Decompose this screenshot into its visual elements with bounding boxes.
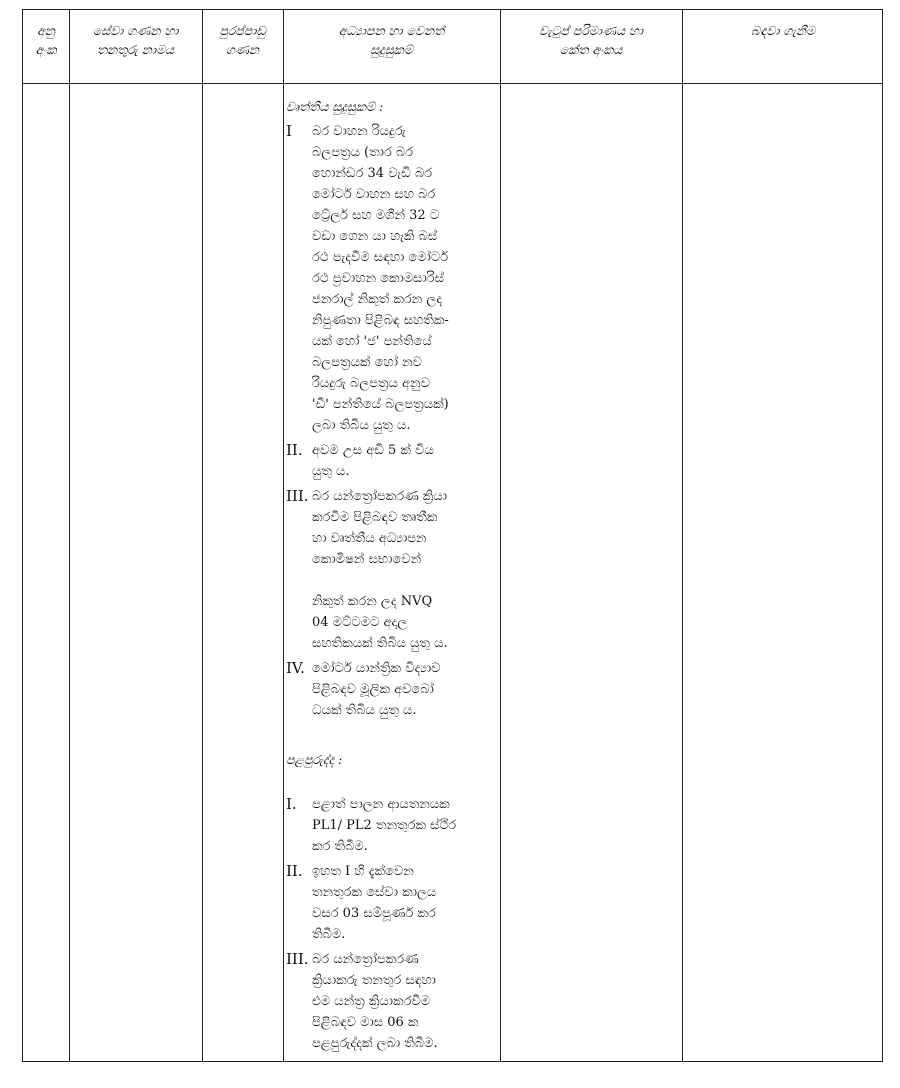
list-item [286, 121, 498, 436]
header-divider [23, 83, 882, 84]
header-text: බඳවා ගැනීම [751, 23, 815, 38]
item-number: I. [286, 795, 297, 813]
header-vacancies [202, 10, 283, 83]
list-item [286, 658, 498, 721]
item-text: බර වාහන රියදුරු බලපත්‍රය (තාර බර හොන්ඩර 34 වැඩි බර මෝටර් වාහන සහ බර ට්‍රේලර් සහ මගීන් 32 ට වඩා ගෙන යා හැකි බස් රථ පැදවීම සඳහා මෝටර් රථ ප්‍රවාහන කොමසාරිස් ජනරාල් නිකුත් කරන ලද නිපුණතා පිළිබඳ සහතික- යක් හෝ 'ජ' පන්තියේ බලපත්‍රයක් හෝ නව රියදුරු බලපත්‍රය අනුව 'ඩී' පන්තියේ බලපත්‍රයක්) ලබා තිබිය යුතු ය. [312, 124, 449, 433]
column-divider [682, 10, 683, 1061]
item-number: IV. [286, 659, 305, 677]
header-text: අනු අංක [35, 23, 57, 57]
header-serial-number [23, 10, 69, 83]
item-text: පළාත් පාලන ආයතනයක PL1/ PL2 තනතුරක ස්ථිර කර තිබීම. [312, 797, 457, 854]
item-text: අවම උස අඩි 5 ක් විය යුතු ය. [312, 443, 434, 479]
header-recruitment [682, 10, 884, 83]
list-item [286, 861, 498, 945]
item-text: බර යන්ත්‍රෝපකරණ ක්‍රියා කරවීම පිළිබඳව තෘතීක හා වෘත්තීය අධ්‍යාපන කොමිෂන් සභාවෙන් නිකුත් කරන ලද NVQ 04 මට්ටමට අදාල සහතිකයක් තිබිය යුතු ය. [312, 489, 448, 651]
header-qualifications [283, 10, 500, 83]
header-text: වැටුප් පරිමාණය හා කේත අංකය [539, 23, 643, 57]
experience-heading: පළපුරුද්ද : [286, 752, 343, 767]
item-number: II. [286, 441, 303, 459]
professional-qualifications-heading: වෘත්තීය සුදුසුකම් : [286, 99, 384, 114]
column-divider [500, 10, 501, 1061]
item-text: මෝටර් යාන්ත්‍රික විද්‍යාව පිළිබඳව මූලික අවබෝ ධයක් තිබිය යුතු ය. [312, 661, 441, 718]
requirements-table [22, 9, 883, 1062]
list-item [286, 486, 498, 654]
header-service-post-name [69, 10, 202, 83]
column-divider [69, 10, 70, 1061]
item-number: I [286, 122, 292, 140]
header-text: සේවා ගණන හා තනතුරු නාමය [92, 23, 179, 57]
column-divider [283, 10, 284, 1061]
list-item [286, 794, 498, 857]
column-divider [202, 10, 203, 1061]
item-number: III. [286, 950, 309, 968]
qualifications-cell [286, 96, 498, 1054]
item-number: II. [286, 862, 303, 880]
item-text: බර යන්ත්‍රෝපකරණ ක්‍රියාකරු තනතුර සඳහා එම යන්ත්‍ර ක්‍රියාකරවීම පිළිබඳව මාස 06 ක පළපුරුද්දක් ලබා තිබීම. [312, 952, 438, 1051]
item-text: ඉහත I හි දැක්වෙන තනතුරක සේවා කාලය වසර 03 සම්පූර්ණ කර තිබීම. [312, 864, 437, 942]
header-text: අධ්‍යාපන හා වෙනත් සුදුසුකම් [338, 23, 445, 57]
header-salary-scale [500, 10, 682, 83]
header-text: පුරප්පාඩු ගණන [219, 23, 266, 57]
list-item [286, 440, 498, 482]
list-item [286, 949, 498, 1054]
item-number: III. [286, 487, 309, 505]
